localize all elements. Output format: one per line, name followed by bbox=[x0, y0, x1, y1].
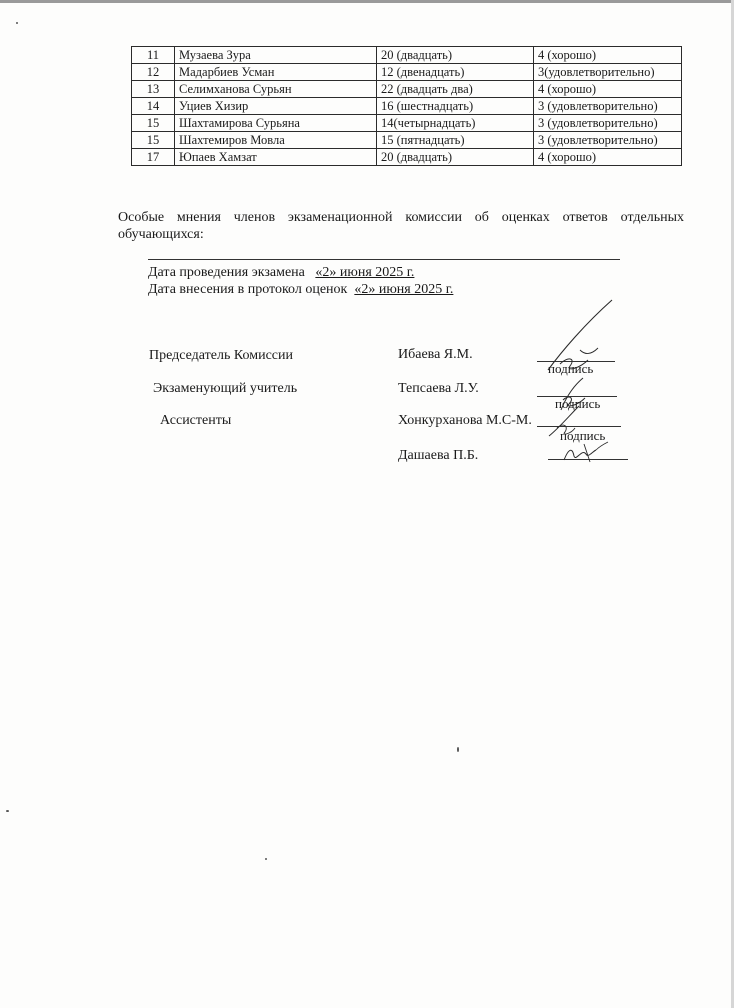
score-cell: 22 (двадцать два) bbox=[377, 81, 534, 98]
scan-speck bbox=[6, 810, 9, 812]
row-number-cell: 15 bbox=[132, 115, 175, 132]
table-row bbox=[132, 115, 682, 132]
student-name-cell: Юпаев Хамзат bbox=[175, 149, 377, 166]
table-row bbox=[132, 64, 682, 81]
grade-cell: 4 (хорошо) bbox=[534, 47, 682, 64]
score-cell: 20 (двадцать) bbox=[377, 149, 534, 166]
exam-date-label: Дата проведения экзамена bbox=[148, 265, 305, 280]
student-name-cell: Селимханова Сурьян bbox=[175, 81, 377, 98]
assistant-1-name: Хонкурханова М.С-М. bbox=[398, 413, 532, 428]
row-number-cell: 13 bbox=[132, 81, 175, 98]
examiner-name: Тепсаева Л.У. bbox=[398, 381, 479, 396]
exam-date-line bbox=[148, 265, 414, 281]
chair-signature-caption: подпись bbox=[548, 361, 594, 376]
table-row bbox=[132, 149, 682, 166]
student-name-cell: Музаева Зура bbox=[175, 47, 377, 64]
student-name-cell: Шахтамирова Сурьяна bbox=[175, 115, 377, 132]
student-name-cell: Уциев Хизир bbox=[175, 98, 377, 115]
scan-speck bbox=[265, 858, 267, 860]
scan-edge-top bbox=[0, 0, 734, 3]
row-number-cell: 14 bbox=[132, 98, 175, 115]
table-row bbox=[132, 81, 682, 98]
score-cell: 12 (двенадцать) bbox=[377, 64, 534, 81]
grade-cell: 4 (хорошо) bbox=[534, 81, 682, 98]
row-number-cell: 15 bbox=[132, 132, 175, 149]
chair-signature bbox=[540, 296, 620, 376]
grade-cell: 3 (удовлетворительно) bbox=[534, 132, 682, 149]
score-cell: 14(четырнадцать) bbox=[377, 115, 534, 132]
protocol-date-value: «2» июня 2025 г. bbox=[354, 282, 454, 297]
special-opinions-text: Особые мнения членов экзаменационной комиссии об оценках ответов отдельных обучающихся: bbox=[118, 210, 684, 242]
row-number-cell: 11 bbox=[132, 47, 175, 64]
grade-cell: 4 (хорошо) bbox=[534, 149, 682, 166]
score-cell: 16 (шестнадцать) bbox=[377, 98, 534, 115]
table-row bbox=[132, 132, 682, 149]
table-row bbox=[132, 98, 682, 115]
scan-speck bbox=[16, 22, 18, 24]
chair-name: Ибаева Я.М. bbox=[398, 347, 473, 362]
assistant-2-name: Дашаева П.Б. bbox=[398, 448, 479, 463]
score-cell: 20 (двадцать) bbox=[377, 47, 534, 64]
examiner-role: Экзаменующий учитель bbox=[153, 381, 298, 396]
scan-speck bbox=[457, 747, 459, 752]
student-name-cell: Шахтемиров Мовла bbox=[175, 132, 377, 149]
assistant-1-signature-caption: подпись bbox=[560, 428, 606, 443]
grade-cell: 3 (удовлетворительно) bbox=[534, 115, 682, 132]
exam-date-value: «2» июня 2025 г. bbox=[315, 265, 415, 280]
protocol-date-label: Дата внесения в протокол оценок bbox=[148, 282, 348, 297]
score-cell: 15 (пятнадцать) bbox=[377, 132, 534, 149]
protocol-date-line bbox=[148, 282, 453, 298]
row-number-cell: 12 bbox=[132, 64, 175, 81]
opinions-underline bbox=[148, 259, 620, 260]
student-name-cell: Мадарбиев Усман bbox=[175, 64, 377, 81]
row-number-cell: 17 bbox=[132, 149, 175, 166]
grade-cell: 3(удовлетворительно) bbox=[534, 64, 682, 81]
table-row bbox=[132, 47, 682, 64]
assistant-2-signature bbox=[560, 440, 610, 464]
assistants-role: Ассистенты bbox=[160, 413, 232, 428]
examiner-signature-caption: подпись bbox=[555, 396, 601, 411]
chair-role: Председатель Комиссии bbox=[149, 348, 293, 363]
grades-table bbox=[131, 46, 682, 166]
assistant-1-signature bbox=[545, 404, 585, 440]
grade-cell: 3 (удовлетворительно) bbox=[534, 98, 682, 115]
